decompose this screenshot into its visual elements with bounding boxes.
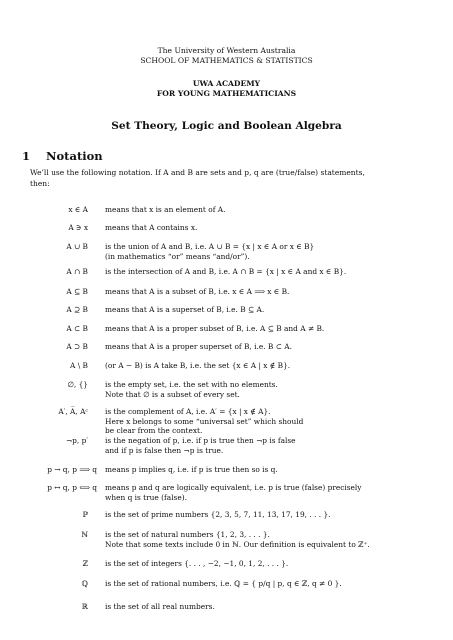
intro-paragraph	[30, 167, 430, 189]
notation-description	[105, 324, 435, 334]
notation-symbol: A ∩ B	[66, 267, 88, 276]
description-line: means that A is a proper subset of B, i.e. A ⊆ B and A ≠ B.	[105, 324, 325, 333]
notation-description	[105, 602, 435, 612]
description-line: is the complement of A, i.e. A′ = {x | x ∉ A}.	[105, 407, 271, 416]
notation-symbol: A ⊂ B	[66, 324, 88, 333]
notation-description	[105, 361, 435, 371]
school-name: SCHOOL OF MATHEMATICS & STATISTICS	[140, 56, 313, 65]
academy-line-2: FOR YOUNG MATHEMATICIANS	[156, 89, 297, 98]
notation-description	[105, 530, 435, 549]
description-line: means that A is a proper superset of B, i.e. B ⊂ A.	[105, 342, 292, 351]
intro-line: We’ll use the following notation. If A and B are sets and p, q are (true/false) statements,	[30, 168, 365, 177]
description-line: means p and q are logically equivalent, i.e. p is true (false) precisely	[105, 483, 362, 492]
description-line: is the set of integers {. . . , −2, −1, 0, 1, 2, . . . }.	[105, 559, 289, 568]
notation-description	[105, 510, 435, 520]
notation-symbol: ℤ	[82, 559, 88, 568]
description-line: Note that ∅ is a subset of every set.	[105, 389, 240, 399]
notation-symbol: x ∈ A	[68, 205, 88, 214]
notation-description	[105, 465, 435, 475]
description-line: is the set of rational numbers, i.e. ℚ = { p/q | p, q ∈ ℤ, q ≠ 0 }.	[105, 579, 342, 588]
intro-line: then:	[30, 179, 50, 188]
notation-description	[105, 342, 435, 352]
description-line: and if p is false then ¬p is true.	[105, 445, 224, 455]
notation-description	[105, 436, 435, 455]
description-line: means that x is an element of A.	[105, 205, 226, 214]
description-line: means p implies q, i.e. if p is true then so is q.	[105, 465, 278, 474]
description-line: is the negation of p, i.e. if p is true then ¬p is false	[105, 436, 296, 445]
notation-description	[105, 579, 435, 589]
notation-description	[105, 205, 435, 215]
notation-description	[105, 267, 435, 277]
notation-symbol: p → q, p ⟹ q	[47, 465, 97, 474]
description-line: Note that some texts include 0 in ℕ. Our definition is equivalent to ℤ⁺.	[105, 539, 370, 549]
notation-symbol: ℝ	[81, 602, 88, 611]
notation-symbol: A′, A̅, Aᶜ	[58, 407, 88, 416]
notation-description	[105, 242, 435, 261]
notation-symbol: ¬p, p′	[65, 436, 88, 445]
description-line: is the union of A and B, i.e. A ∪ B = {x | x ∈ A or x ∈ B}	[105, 242, 315, 251]
description-line: means that A contains x.	[105, 223, 198, 232]
description-line: means that A is a subset of B, i.e. x ∈ A ⟹ x ∈ B.	[105, 287, 290, 296]
notation-symbol: A ⊇ B	[66, 305, 88, 314]
notation-symbol: ℚ	[81, 579, 88, 588]
notation-symbol: A ⊆ B	[66, 287, 88, 296]
description-line: be clear from the context.	[105, 426, 203, 436]
notation-symbol: ℙ	[82, 510, 88, 519]
notation-description	[105, 380, 435, 399]
description-line: is the set of prime numbers {2, 3, 5, 7, 11, 13, 17, 19, . . . }.	[105, 510, 331, 519]
notation-description	[105, 559, 435, 569]
notation-symbol: ∅, {}	[67, 380, 88, 389]
description-line: is the intersection of A and B, i.e. A ∩ B = {x | x ∈ A and x ∈ B}.	[105, 267, 347, 276]
notation-description	[105, 287, 435, 297]
notation-description	[105, 483, 435, 502]
academy-line-1: UWA ACADEMY	[192, 79, 261, 88]
notation-description	[105, 407, 435, 436]
notation-description	[105, 223, 435, 233]
notation-symbol: A ∋ x	[68, 223, 88, 232]
description-line: (or A − B) is A take B, i.e. the set {x ∈ A | x ∉ B}.	[105, 361, 291, 370]
document-title: Set Theory, Logic and Boolean Algebra	[111, 120, 342, 132]
section-number: 1	[22, 149, 31, 163]
notation-description	[105, 305, 435, 315]
notation-symbol: ℕ	[81, 530, 88, 539]
section-heading	[22, 149, 103, 163]
description-line: is the empty set, i.e. the set with no elements.	[105, 380, 278, 389]
description-line: is the set of all real numbers.	[105, 602, 215, 611]
description-line: (in mathematics “or” means “and/or”).	[105, 251, 250, 261]
notation-symbol: p ↔ q, p ⟺ q	[47, 483, 97, 492]
notation-symbol: A ⊃ B	[66, 342, 88, 351]
description-line: means that A is a superset of B, i.e. B ⊆ A.	[105, 305, 265, 314]
description-line: is the set of natural numbers {1, 2, 3, . . . }.	[105, 530, 270, 539]
description-line: Here x belongs to some “universal set” which should	[105, 416, 304, 426]
notation-symbol: A ∪ B	[66, 242, 88, 251]
description-line: when q is true (false).	[105, 492, 187, 502]
notation-symbol: A \ B	[70, 361, 88, 370]
university-name: The University of Western Australia	[157, 46, 296, 55]
section-title: Notation	[46, 149, 103, 163]
